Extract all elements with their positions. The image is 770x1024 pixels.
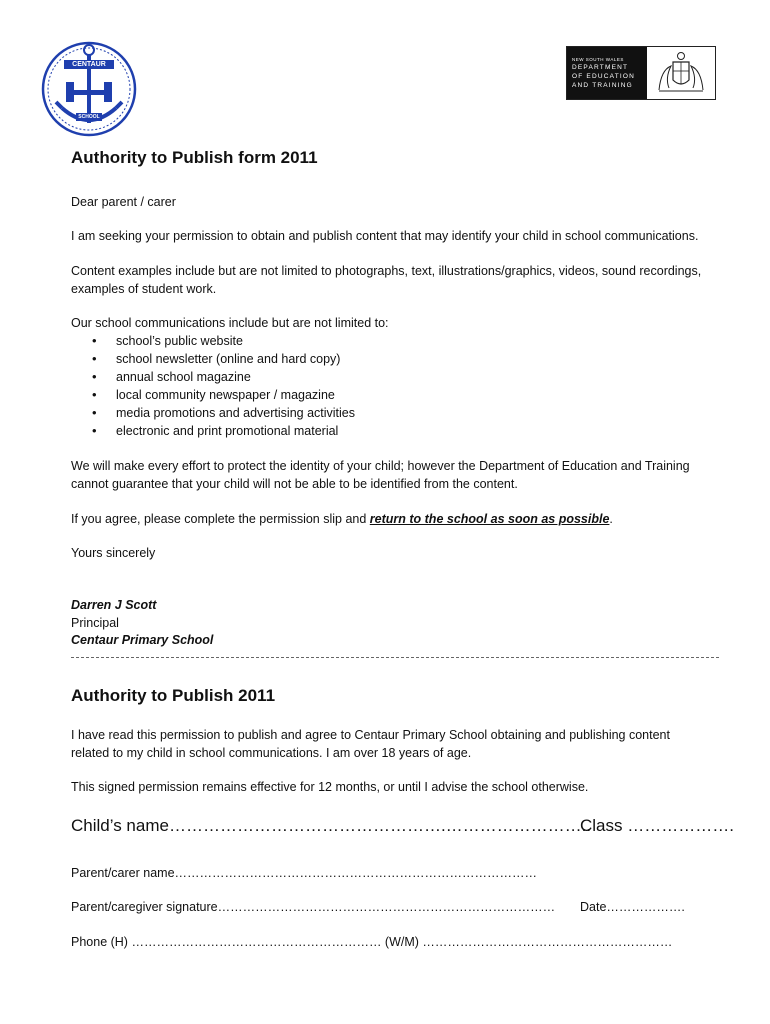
signature-field[interactable]: Parent/caregiver signature……………………………………………………………………… [71, 900, 556, 914]
return-instruction: return to the school as soon as possible [369, 512, 610, 526]
slip-paragraph-line-2: related to my child in school communications. I am over 18 years of age. [71, 746, 472, 760]
logo-top-text: CENTAUR [72, 61, 106, 68]
communications-intro: Our school communications include but are not limited to: [71, 316, 389, 330]
content-examples-line-2: examples of student work. [71, 282, 217, 296]
slip-paragraph-line-1: I have read this permission to publish and agree to Centaur Primary School obtaining and publishing content [71, 728, 670, 742]
permission-paragraph: I am seeking your permission to obtain and publish content that may identify your child in school communications. [71, 229, 699, 243]
date-field[interactable]: Date………………. [580, 900, 685, 914]
greeting: Dear parent / carer [71, 195, 176, 209]
class-field[interactable]: Class ………………. [580, 816, 734, 835]
parent-name-field[interactable]: Parent/carer name…………………………………………………………………………… [71, 866, 538, 880]
tear-off-divider [71, 657, 719, 658]
agree-prefix: If you agree, please complete the permission slip and [71, 512, 370, 526]
agree-suffix: . [609, 512, 613, 526]
letter-title: Authority to Publish form 2011 [71, 148, 318, 167]
communications-list [92, 332, 355, 440]
identity-paragraph-line-2: cannot guarantee that your child will not be able to be identified from the content. [71, 477, 518, 491]
anchor-emblem-icon [40, 40, 138, 138]
effective-period-text: This signed permission remains effective for 12 months, or until I advise the school otherwise. [71, 780, 589, 794]
signer-title: Principal [71, 616, 119, 630]
department-logo [566, 46, 716, 100]
list-item: • school newsletter (online and hard copy) [92, 350, 355, 368]
department-line-1: DEPARTMENT [572, 63, 629, 71]
content-examples-line-1: Content examples include but are not limited to photographs, text, illustrations/graphics, videos, sound recordings, [71, 264, 702, 278]
list-item: • media promotions and advertising activities [92, 404, 355, 422]
list-item: • annual school magazine [92, 368, 355, 386]
department-line-2: OF EDUCATION [572, 72, 636, 80]
logo-bottom-text: SCHOOL [78, 114, 100, 120]
department-name-block [567, 47, 647, 99]
school-name: Centaur Primary School [71, 633, 214, 647]
list-item: • local community newspaper / magazine [92, 386, 355, 404]
slip-title: Authority to Publish 2011 [71, 686, 276, 705]
closing: Yours sincerely [71, 546, 156, 560]
agree-paragraph [71, 510, 613, 528]
list-item: • school’s public website [92, 332, 355, 350]
signer-name: Darren J Scott [71, 598, 157, 612]
department-line-3: AND TRAINING [572, 81, 633, 89]
list-item: • electronic and print promotional material [92, 422, 355, 440]
child-name-field[interactable]: Child’s name………………………………………….…………………….. [71, 816, 592, 835]
phone-fields[interactable]: Phone (H) …………………………………………………… (W/M) …………………………………………………… [71, 935, 673, 949]
identity-paragraph-line-1: We will make every effort to protect the identity of your child; however the Department of Education and Training [71, 459, 690, 473]
school-logo [40, 40, 138, 138]
department-state: NEW SOUTH WALES [572, 56, 624, 62]
coat-of-arms-icon [647, 47, 715, 99]
